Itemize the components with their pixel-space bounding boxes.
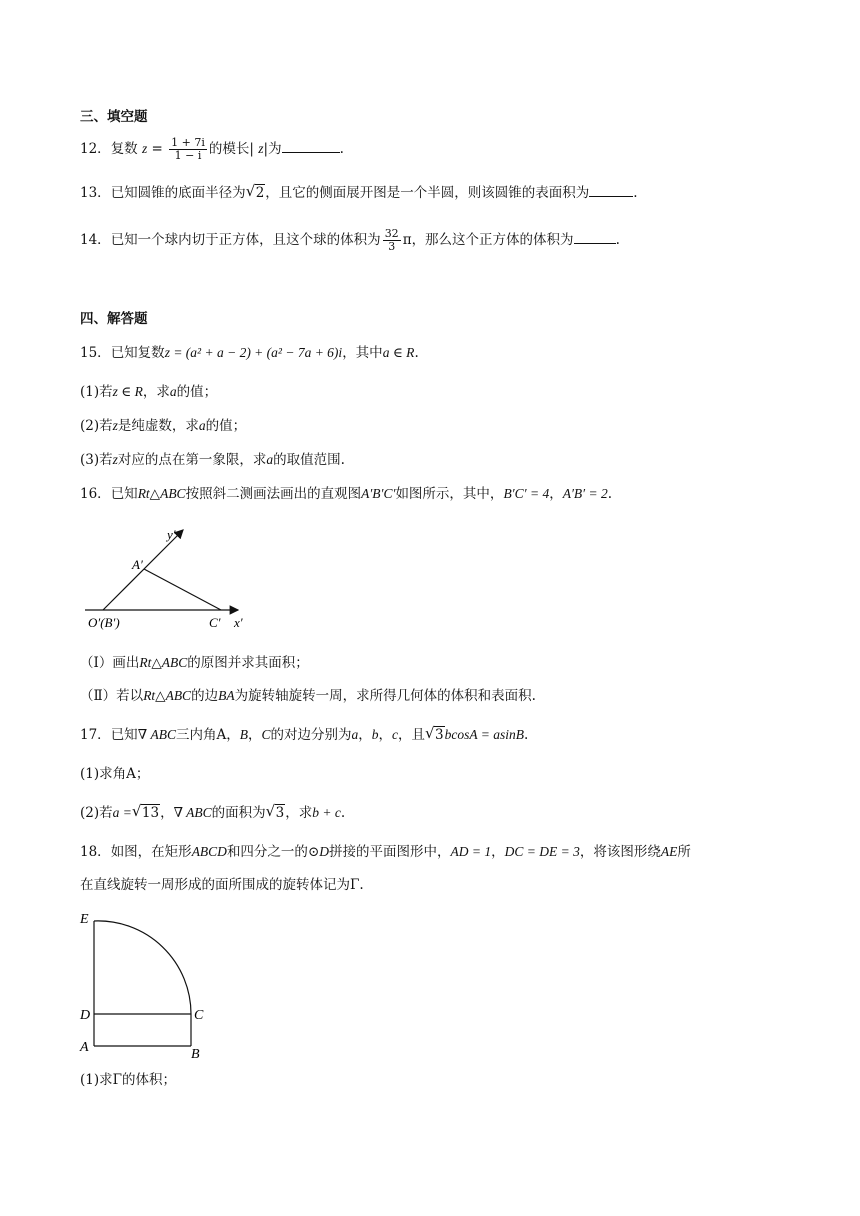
label-x-prime: x′ (234, 615, 243, 630)
label-e: E (80, 912, 89, 927)
section-title-solutions: 四、解答题 (80, 311, 148, 327)
question-12: 12．复数 z = $\frac{1 + 7i}{1 - i}$ 的模长| z|为 . (80, 136, 344, 162)
fraction: $\frac{32}{3}$ (384, 227, 399, 253)
label-a-prime: A′ (132, 557, 143, 572)
answer-blank (589, 182, 633, 197)
question-15-part-1: (1)若z ∈ R，求a的值； (80, 384, 218, 400)
label-c-prime: C′ (209, 615, 221, 630)
sqrt: √ 13 (132, 802, 160, 824)
question-16: 16．已知Rt△ABC按照斜二测画法画出的直观图A′B′C′如图所示，其中，B′C′ = 4，A′B′ = 2. (80, 486, 613, 502)
question-17: 17．已知∇ ABC三内角A，B，C的对边分别为a，b，c，且√ 3bcosA = asinB. (80, 724, 528, 746)
label-y-prime: y′ (167, 527, 176, 542)
label-c: C (194, 1008, 204, 1023)
question-18-part-1: (1)求Γ的体积； (80, 1072, 176, 1088)
segment-ac (144, 569, 221, 610)
question-15-part-3: (3)若z对应的点在第一象限，求a的取值范围. (80, 452, 345, 468)
question-17-part-2: (2)若a =√ 13，∇ ABC的面积为√ 3，求b + c. (80, 802, 345, 824)
sqrt: √ 2 (246, 182, 266, 204)
label-d: D (80, 1008, 91, 1023)
question-16-part-2: （Ⅱ）若以Rt△ABC的边BA为旋转轴旋转一周，求所得几何体的体积和表面积. (80, 688, 536, 704)
question-15: 15．已知复数z = (a² + a − 2) + (a² − 7a + 6)i，其中a ∈ R. (80, 345, 419, 361)
oblique-axis-figure (80, 525, 260, 635)
quarter-arc (94, 921, 191, 1014)
label-b: B (191, 1047, 200, 1060)
question-16-part-1: （Ⅰ）画出Rt△ABC的原图并求其面积； (80, 655, 309, 671)
question-18-line-1: 18．如图，在矩形ABCD和四分之一的⊙D拼接的平面图形中，AD = 1，DC = DE = 3，将该图形绕AE所 (80, 844, 691, 860)
label-a: A (80, 1040, 89, 1055)
answer-blank (574, 229, 616, 244)
question-15-part-2: (2)若z是纯虚数，求a的值； (80, 418, 247, 434)
section-title-fill-in: 三、填空题 (80, 109, 148, 125)
answer-blank (282, 138, 340, 153)
y-axis (103, 530, 183, 610)
sqrt: √ 3 (266, 802, 286, 824)
question-13: 13．已知圆锥的底面半径为√ 2，且它的侧面展开图是一个半圆，则该圆锥的表面积为 . (80, 182, 638, 204)
label-o-prime: O′(B′) (88, 615, 120, 630)
question-18-line-2: 在直线旋转一周形成的面所围成的旋转体记为Γ. (80, 877, 364, 893)
question-17-part-1: (1)求角A； (80, 766, 150, 782)
question-14: 14．已知一个球内切于正方体，且这个球的体积为 $\frac{32}{3}$ π，那么这个正方体的体积为 . (80, 227, 620, 253)
sqrt: √ 3 (425, 724, 445, 746)
fraction: $\frac{1 + 7i}{1 - i}$ (171, 136, 205, 162)
rectangle-quarter-circle-figure (78, 905, 218, 1060)
